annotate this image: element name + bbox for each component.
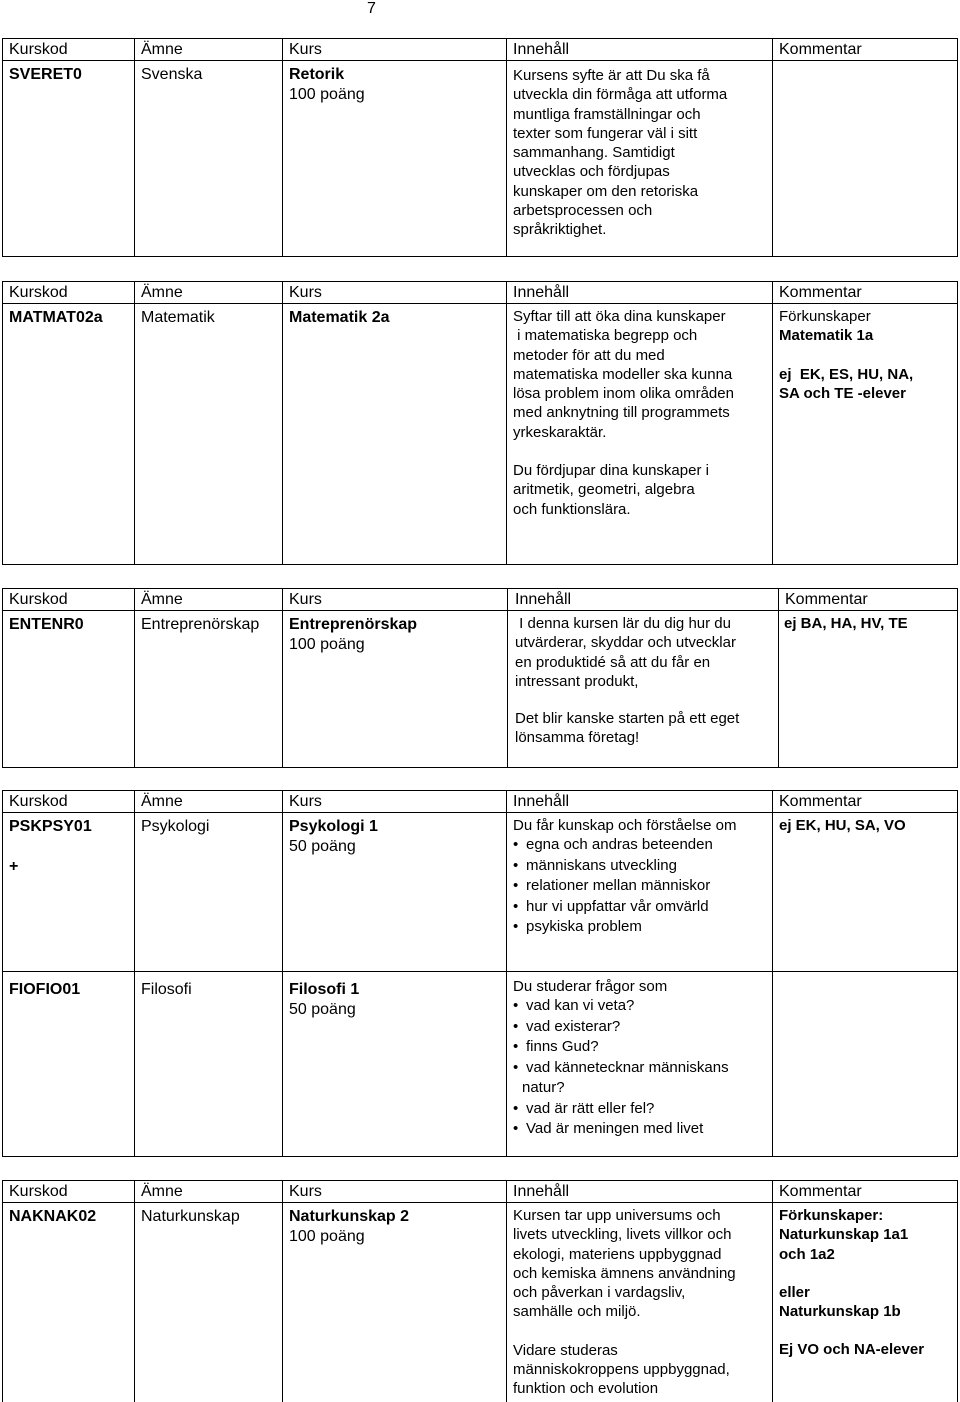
course-name: Naturkunskap 2 <box>289 1208 410 1225</box>
header-kurskod: Kurskod <box>9 591 68 608</box>
header-kurskod: Kurskod <box>9 41 68 58</box>
course-table-matmat02a <box>2 281 958 565</box>
header-kommentar: Kommentar <box>779 41 862 58</box>
course-name: Filosofi 1 <box>289 981 360 998</box>
course-comment: Förkunskaper: Naturkunskap 1a1 och 1a2 eller Naturkunskap 1b Ej VO och NA-elever <box>779 1207 925 1359</box>
header-kurs: Kurs <box>289 793 322 810</box>
header-innehall: Innehåll <box>513 1183 570 1200</box>
course-points: 100 poäng <box>289 636 365 653</box>
course-content: I denna kursen lär du dig hur du utvärderar, skyddar och utvecklar en produktidé så att du får en intressant produkt, Det blir kanske starten på ett eget lönsamma företag! <box>515 615 740 747</box>
course-subject: Entreprenörskap <box>141 616 260 633</box>
header-innehall: Innehåll <box>513 284 570 301</box>
header-amne: Ämne <box>141 1183 183 1200</box>
course-content: Du studerar frågor som • vad kan vi veta? • vad existerar? • finns Gud? • vad kännetecknar människans natur? • vad är rätt eller fel? • Vad är meningen med livet <box>513 977 729 1140</box>
list-item: • relationer mellan människor <box>513 876 736 897</box>
page-number: 7 <box>367 0 376 17</box>
course-plus: + <box>9 858 19 875</box>
header-kurs: Kurs <box>289 284 322 301</box>
list-item: • hur vi uppfattar vår omvärld <box>513 897 736 918</box>
course-subject: Matematik <box>141 309 215 326</box>
course-content: Du får kunskap och förståelse om • egna och andras beteenden • människans utveckling • relationer mellan människor • hur vi uppfattar vår omvärld • psykiska problem <box>513 816 736 938</box>
table-header <box>3 39 957 61</box>
course-table-sveret0 <box>2 38 958 257</box>
header-kommentar: Kommentar <box>779 284 862 301</box>
header-kommentar: Kommentar <box>779 1183 862 1200</box>
list-item: • Vad är meningen med livet <box>513 1119 729 1140</box>
header-kurs: Kurs <box>289 41 322 58</box>
list-item: • vad kan vi veta? <box>513 996 729 1017</box>
table-header <box>3 589 957 611</box>
header-kurs: Kurs <box>289 591 322 608</box>
course-table-naknak02 <box>2 1180 958 1402</box>
course-code: SVERET0 <box>9 66 82 83</box>
header-kurskod: Kurskod <box>9 284 68 301</box>
course-name: Matematik 2a <box>289 309 390 326</box>
course-comment: ej EK, HU, SA, VO <box>779 817 906 834</box>
course-code: ENTENR0 <box>9 616 84 633</box>
header-kommentar: Kommentar <box>785 591 868 608</box>
course-name: Psykologi 1 <box>289 818 378 835</box>
header-innehall: Innehåll <box>513 793 570 810</box>
table-header <box>3 1181 957 1203</box>
course-code: MATMAT02a <box>9 309 103 326</box>
list-item: • egna och andras beteenden <box>513 835 736 856</box>
course-name: Entreprenörskap <box>289 616 418 633</box>
header-kommentar: Kommentar <box>779 793 862 810</box>
course-subject: Naturkunskap <box>141 1208 240 1225</box>
course-code: FIOFIO01 <box>9 981 81 998</box>
table-header <box>3 791 957 813</box>
list-item: • psykiska problem <box>513 917 736 938</box>
course-table-pskpsy01-fiofio01 <box>2 790 958 1157</box>
header-amne: Ämne <box>141 284 183 301</box>
course-name: Retorik <box>289 66 345 83</box>
course-subject: Svenska <box>141 66 203 83</box>
course-points: 100 poäng <box>289 86 365 103</box>
header-innehall: Innehåll <box>515 591 572 608</box>
header-amne: Ämne <box>141 41 183 58</box>
course-content: Syftar till att öka dina kunskaper i matematiska begrepp och metoder för att du med matematiska modeller ska kunna lösa problem inom olika områden med anknytning till programmets yrkeskaraktär. Du fördjupar dina kunskaper i aritmetik, geometri, algebra och funktionslära. <box>513 308 734 518</box>
course-code: NAKNAK02 <box>9 1208 97 1225</box>
header-kurskod: Kurskod <box>9 1183 68 1200</box>
course-code: PSKPSY01 <box>9 818 92 835</box>
header-amne: Ämne <box>141 793 183 810</box>
header-amne: Ämne <box>141 591 183 608</box>
list-item: • vad kännetecknar människans natur? <box>513 1058 729 1099</box>
course-table-entenr0 <box>2 588 958 768</box>
header-innehall: Innehåll <box>513 41 570 58</box>
list-item: • vad är rätt eller fel? <box>513 1099 729 1120</box>
course-content: Kursens syfte är att Du ska få utveckla din förmåga att utforma muntliga framställningar och texter som fungerar väl i sitt sammanhang. Samtidigt utvecklas och fördjupas kunskaper om den retoriska arbetsprocessen och språkriktighet. <box>513 67 728 239</box>
list-item: • människans utveckling <box>513 856 736 877</box>
list-item: • finns Gud? <box>513 1037 729 1058</box>
course-subject: Psykologi <box>141 818 210 835</box>
course-content: Kursen tar upp universums och livets utveckling, livets villkor och ekologi, materiens uppbyggnad och kemiska ämnens användning och påverkan i vardagsliv, samhälle och miljö. Vidare studeras människokroppens uppbyggnad, funktion och evolution <box>513 1207 736 1398</box>
course-comment: ej BA, HA, HV, TE <box>784 615 908 632</box>
course-points: 50 poäng <box>289 1001 356 1018</box>
course-subject: Filosofi <box>141 981 192 998</box>
header-kurskod: Kurskod <box>9 793 68 810</box>
course-points: 50 poäng <box>289 838 356 855</box>
list-item: • vad existerar? <box>513 1017 729 1038</box>
course-points: 100 poäng <box>289 1228 365 1245</box>
table-header <box>3 282 957 304</box>
header-kurs: Kurs <box>289 1183 322 1200</box>
course-comment: Förkunskaper Matematik 1a ej EK, ES, HU, NA, SA och TE -elever <box>779 308 914 402</box>
